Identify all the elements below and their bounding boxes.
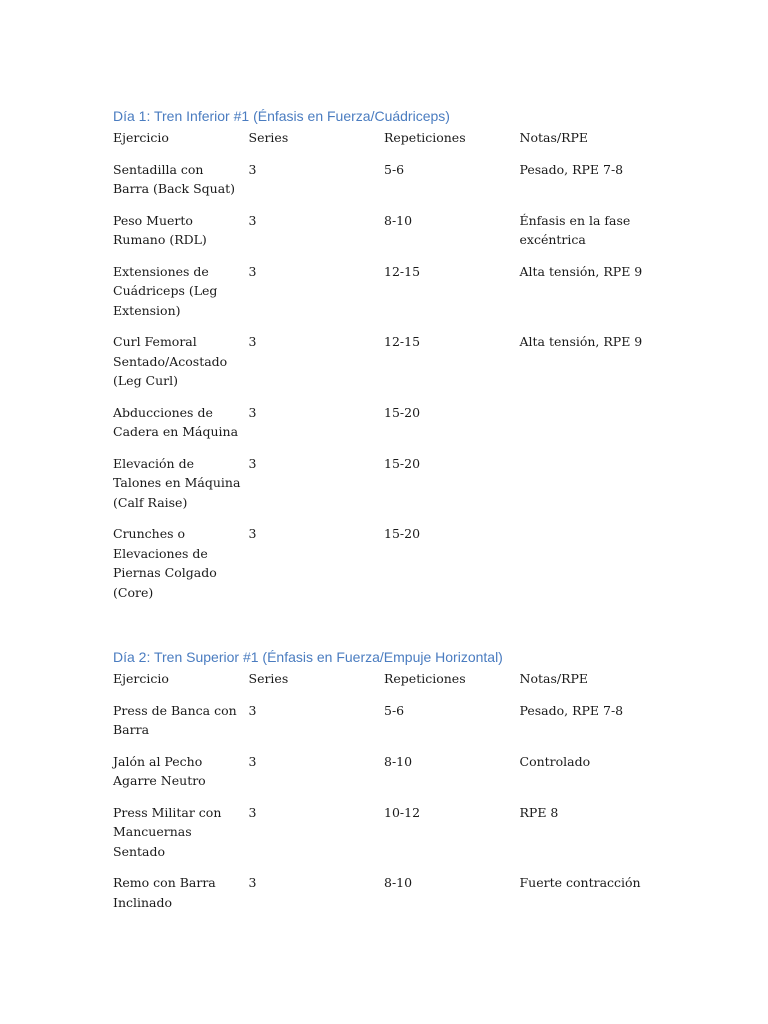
header-repeticiones: Repeticiones [384, 130, 466, 145]
table-row [113, 211, 657, 262]
day-2-table [113, 669, 657, 924]
header-series: Series [248, 130, 289, 145]
cell-series: 3 [248, 455, 257, 471]
cell-notas: Controlado [519, 753, 591, 769]
cell-ejercicio: Crunches o Elevaciones de Piernas Colgado (Core) [113, 526, 217, 600]
cell-repeticiones: 12-15 [384, 263, 421, 279]
cell-series: 3 [248, 263, 257, 279]
cell-repeticiones: 8-10 [384, 212, 413, 228]
table-row [113, 524, 657, 614]
table-row [113, 403, 657, 454]
cell-ejercicio: Remo con Barra Inclinado [113, 875, 216, 910]
cell-ejercicio: Abducciones de Cadera en Máquina [113, 404, 239, 439]
cell-series: 3 [248, 702, 257, 718]
day-1-table [113, 128, 657, 614]
cell-repeticiones: 5-6 [384, 702, 405, 718]
cell-notas: Pesado, RPE 7-8 [519, 161, 624, 177]
header-repeticiones: Repeticiones [384, 671, 466, 686]
cell-series: 3 [248, 161, 257, 177]
cell-repeticiones: 15-20 [384, 526, 421, 541]
cell-ejercicio: Extensiones de Cuádriceps (Leg Extension) [113, 263, 218, 318]
cell-notas: RPE 8 [519, 804, 559, 820]
cell-ejercicio: Elevación de Talones en Máquina (Calf Raise) [113, 455, 241, 510]
cell-notas: Énfasis en la fase excéntrica [519, 212, 631, 247]
table-row [113, 752, 657, 803]
day-1-section [113, 106, 657, 614]
cell-notas [520, 403, 658, 454]
cell-notas [520, 454, 658, 525]
cell-ejercicio: Press Militar con Mancuernas Sentado [113, 804, 222, 859]
day-2-title: Día 2: Tren Superior #1 (Énfasis en Fuerza/Empuje Horizontal) [113, 649, 503, 665]
cell-series: 3 [248, 804, 257, 820]
cell-ejercicio: Sentadilla con Barra (Back Squat) [113, 161, 236, 196]
table-header-row [113, 669, 657, 701]
cell-repeticiones: 8-10 [384, 875, 413, 890]
cell-repeticiones: 5-6 [384, 161, 405, 177]
table-row [113, 262, 657, 333]
cell-repeticiones: 8-10 [384, 753, 413, 769]
cell-repeticiones: 15-20 [384, 404, 421, 420]
cell-notas: Alta tensión, RPE 9 [519, 334, 643, 349]
cell-repeticiones: 15-20 [384, 455, 421, 471]
cell-series: 3 [248, 753, 257, 769]
table-row [113, 332, 657, 403]
cell-series: 3 [248, 526, 257, 541]
cell-series: 3 [248, 334, 257, 349]
cell-series: 3 [248, 404, 257, 420]
table-row [113, 701, 657, 752]
cell-ejercicio: Peso Muerto Rumano (RDL) [113, 212, 207, 247]
table-row [113, 873, 657, 924]
table-row [113, 160, 657, 211]
cell-notas: Alta tensión, RPE 9 [519, 263, 643, 279]
table-header-row [113, 128, 657, 160]
cell-notas [520, 524, 658, 614]
cell-notas: Fuerte contracción [519, 875, 641, 890]
header-notas: Notas/RPE [519, 671, 589, 686]
header-ejercicio: Ejercicio [113, 671, 169, 686]
cell-ejercicio: Jalón al Pecho Agarre Neutro [113, 753, 206, 788]
cell-notas: Pesado, RPE 7-8 [519, 702, 624, 718]
day-1-title: Día 1: Tren Inferior #1 (Énfasis en Fuerza/Cuádriceps) [113, 108, 450, 124]
table-row [113, 803, 657, 874]
cell-repeticiones: 12-15 [384, 334, 421, 349]
cell-ejercicio: Press de Banca con Barra [113, 702, 237, 737]
cell-series: 3 [248, 875, 257, 890]
header-series: Series [248, 671, 289, 686]
cell-ejercicio: Curl Femoral Sentado/Acostado (Leg Curl) [113, 334, 228, 388]
day-2-section [113, 647, 657, 924]
cell-series: 3 [248, 212, 257, 228]
header-notas: Notas/RPE [519, 130, 589, 145]
header-ejercicio: Ejercicio [113, 130, 169, 145]
cell-repeticiones: 10-12 [384, 804, 421, 820]
table-row [113, 454, 657, 525]
